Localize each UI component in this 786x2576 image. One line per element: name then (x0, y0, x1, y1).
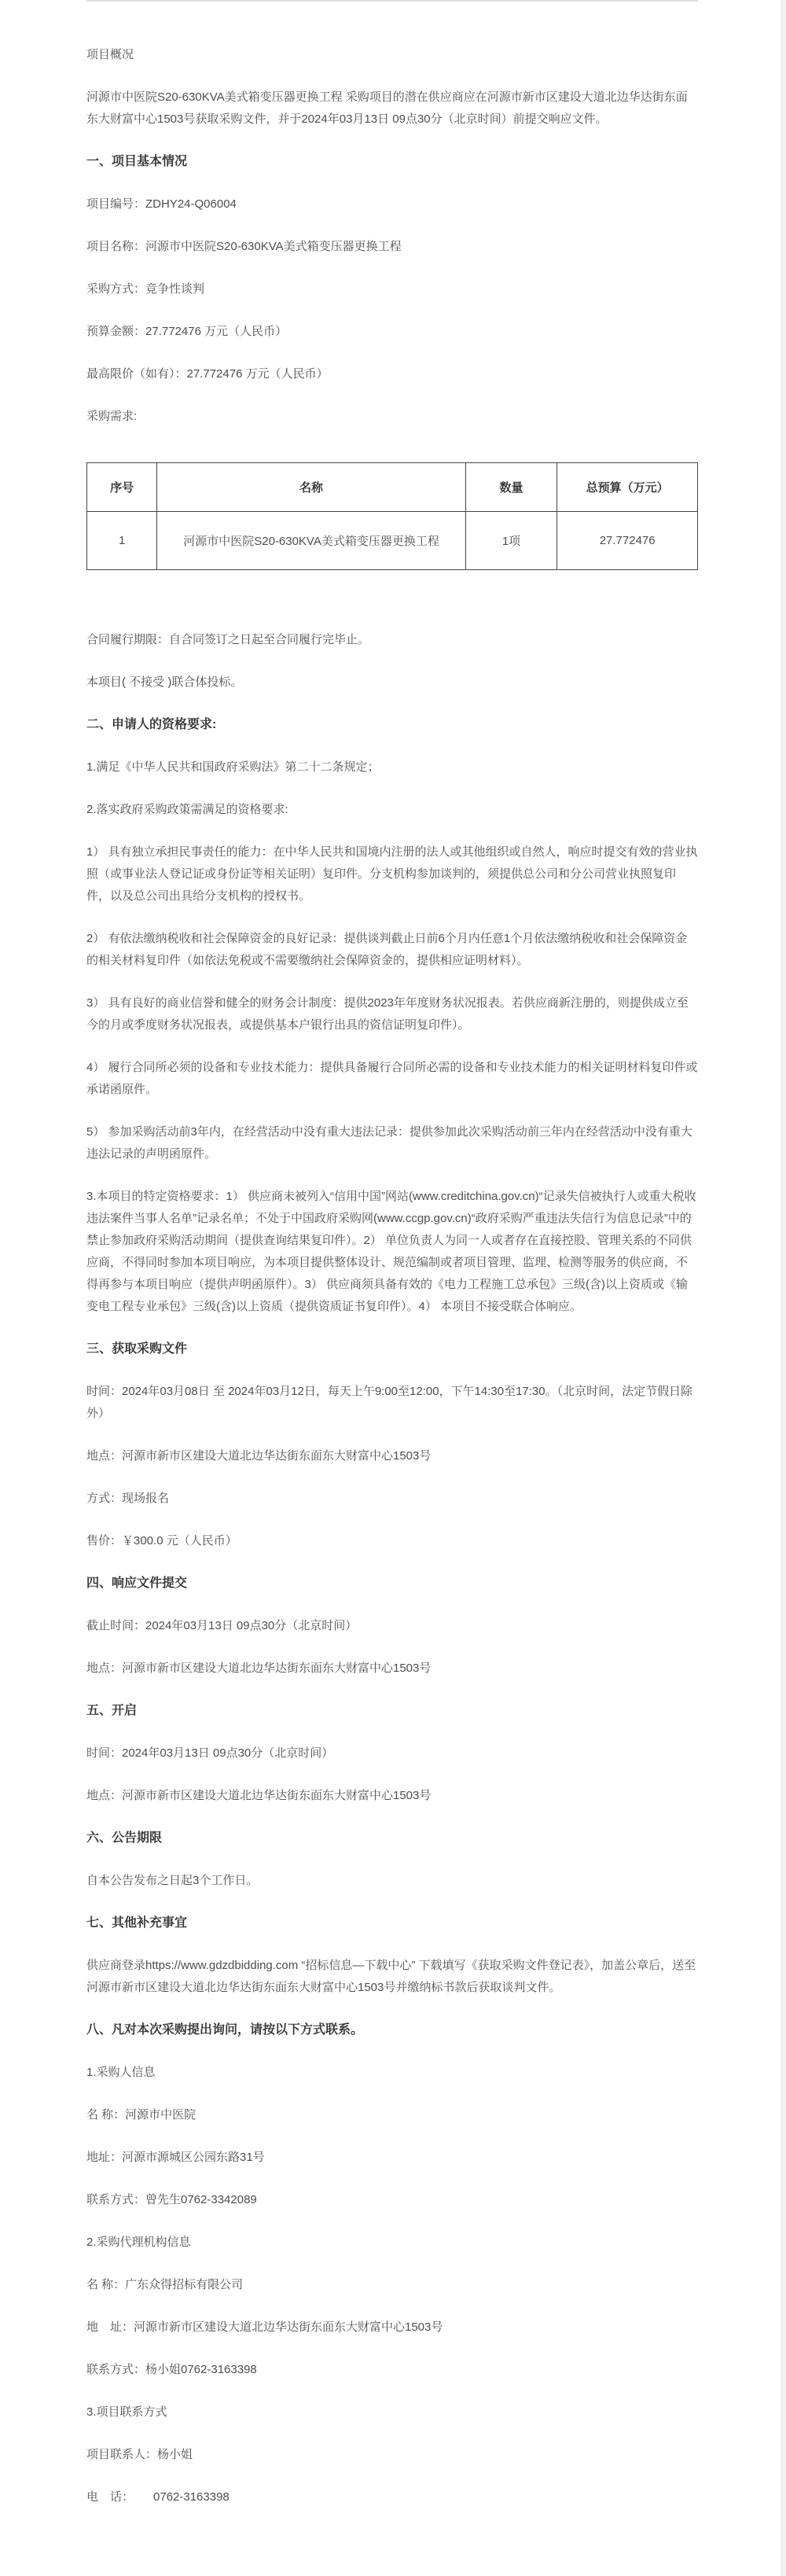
paragraph: 预算金额：27.772476 万元（人民币） (86, 325, 288, 338)
paragraph: 3.本项目的特定资格要求：1） 供应商未被列入“信用中国”网站(www.creditchina.gov.cn)“记录失信被执行人或重大税收违法案件当事人名单”记录名单；不处于中国政府采购网(www.ccgp.gov.cn)“政府采购严重违法失信行为信息记录”中的禁止参加政府采购活动期间（提供查询结果复印件）。2） 单位负责人为同一人或者存在直接控股、管理关系的不同供应商，不得同时参加本项目响应，为本项目提供整体设计、规范编制或者项目管理、监理、检测等服务的供应商，不得再参与本项目响应（提供声明函原件）。3） 供应商须具备有效的《电力工程施工总承包》三级(含)以上资质或《输变电工程专业承包》三级(含)以上资质（提供资质证书复印件）。4） 本项目不接受联合体响应。 (86, 1190, 696, 1313)
table-header-row (87, 463, 698, 512)
paragraph: 地点：河源市新市区建设大道北边华达街东面东大财富中心1503号 (86, 1449, 432, 1463)
paragraph: 自本公告发布之日起3个工作日。 (86, 1874, 259, 1887)
table-cell-name: 河源市中医院S20-630KVA美式箱变压器更换工程 (157, 512, 465, 570)
section-heading: 一、项目基本情况 (86, 155, 188, 168)
scrollbar-track[interactable] (780, 0, 786, 2576)
paragraph: 1.满足《中华人民共和国政府采购法》第二十二条规定； (86, 760, 380, 774)
paragraph: 河源市中医院S20-630KVA美式箱变压器更换工程 采购项目的潜在供应商应在河源市新市区建设大道北边华达街东面东大财富中心1503号获取采购文件，并于2024年03月13日 09点30分（北京时间）前提交响应文件。 (86, 90, 688, 126)
paragraph: 采购方式：竞争性谈判 (86, 282, 205, 296)
paragraph: 名 称：广东众得招标有限公司 (86, 2278, 244, 2291)
detail-section (86, 629, 698, 2508)
paragraph: 联系方式：曾先生0762-3342089 (86, 2193, 257, 2206)
paragraph: 4） 履行合同所必须的设备和专业技术能力：提供具备履行合同所必需的设备和专业技术能力的相关证明材料复印件或承诺函原件。 (86, 1061, 698, 1096)
paragraph: 地址：河源市源城区公园东路31号 (86, 2151, 265, 2164)
paragraph: 5） 参加采购活动前3年内，在经营活动中没有重大违法记录：提供参加此次采购活动前三年内在经营活动中没有重大违法记录的声明函原件。 (86, 1125, 692, 1161)
section-heading: 二、申请人的资格要求: (86, 718, 217, 731)
paragraph: 地点：河源市新市区建设大道北边华达街东面东大财富中心1503号 (86, 1662, 432, 1675)
notice-document (86, 0, 698, 2576)
paragraph: 截止时间：2024年03月13日 09点30分（北京时间） (86, 1619, 358, 1632)
paragraph: 项目名称：河源市中医院S20-630KVA美式箱变压器更换工程 (86, 240, 402, 253)
paragraph: 电 话： 0762-3163398 (86, 2490, 230, 2504)
table-header (87, 463, 698, 512)
paragraph: 本项目( 不接受 )联合体投标。 (86, 675, 243, 689)
table-cell-index: 1 (87, 512, 157, 570)
table-cell-budget: 27.772476 (557, 512, 698, 570)
table-header-cell: 数量 (465, 463, 557, 512)
section-heading: 八、凡对本次采购提出询问，请按以下方式联系。 (86, 2023, 364, 2037)
paragraph: 项目概况 (86, 48, 134, 61)
paragraph: 项目联系人：杨小姐 (86, 2448, 193, 2461)
paragraph: 最高限价（如有）：27.772476 万元（人民币） (86, 367, 329, 381)
table-header-cell: 总预算（万元） (557, 463, 698, 512)
paragraph: 名 称：河源市中医院 (86, 2108, 196, 2122)
table-header-cell: 名称 (157, 463, 465, 512)
procurement-items-table (86, 462, 698, 570)
paragraph: 3） 具有良好的商业信誉和健全的财务会计制度：提供2023年年度财务状况报表。若供应商新注册的，则提供成立至今的月或季度财务状况报表，或提供基本户银行出具的资信证明复印件）。 (86, 996, 689, 1032)
paragraph: 项目编号：ZDHY24-Q06004 (86, 197, 237, 211)
paragraph: 联系方式：杨小姐0762-3163398 (86, 2363, 257, 2376)
section-heading: 四、响应文件提交 (86, 1577, 188, 1590)
paragraph: 采购需求: (86, 410, 138, 423)
paragraph: 时间：2024年03月13日 09点30分（北京时间） (86, 1746, 334, 1760)
paragraph: 售价：￥300.0 元（人民币） (86, 1534, 237, 1547)
paragraph: 1） 具有独立承担民事责任的能力：在中华人民共和国境内注册的法人或其他组织或自然人，响应时提交有效的营业执照（或事业法人登记证或身份证等相关证明）复印件。分支机构参加谈判的，须提供总公司和分公司营业执照复印件，以及总公司出具给分支机构的授权书。 (86, 845, 698, 903)
paragraph: 地点：河源市新市区建设大道北边华达街东面东大财富中心1503号 (86, 1789, 432, 1802)
section-heading: 七、其他补充事宜 (86, 1916, 188, 1930)
paragraph: 时间：2024年03月08日 至 2024年03月12日，每天上午9:00至12:00，下午14:30至17:30。（北京时间，法定节假日除外） (86, 1385, 693, 1420)
paragraph: 2.采购代理机构信息 (86, 2236, 191, 2249)
table-row (87, 512, 698, 570)
paragraph: 1.采购人信息 (86, 2066, 156, 2079)
paragraph: 3.项目联系方式 (86, 2405, 167, 2419)
section-heading: 六、公告期限 (86, 1831, 163, 1845)
section-heading: 三、获取采购文件 (86, 1342, 188, 1356)
table-header-cell: 序号 (87, 463, 157, 512)
paragraph: 方式：现场报名 (86, 1492, 170, 1505)
paragraph: 2） 有依法缴纳税收和社会保障资金的良好记录：提供谈判截止日前6个月内任意1个月依法缴纳税收和社会保障资金的相关材料复印件（如依法免税或不需要缴纳社会保障资金的，提供相应证明材料）。 (86, 932, 688, 967)
paragraph: 合同履行期限：自合同签订之日起至合同履行完毕止。 (86, 633, 370, 646)
paragraph: 供应商登录https://www.gdzdbidding.com “招标信息—下载中心” 下载填写《获取采购文件登记表》，加盖公章后，送至河源市新市区建设大道北边华达街东面东大财富中心1503号并缴纳标书款后获取谈判文件。 (86, 1959, 696, 1994)
overview-section (86, 44, 698, 428)
table-cell-qty: 1项 (465, 512, 557, 570)
section-heading: 五、开启 (86, 1704, 138, 1717)
paragraph: 2.落实政府采购政策需满足的资格要求: (86, 803, 288, 816)
paragraph: 地 址：河源市新市区建设大道北边华达街东面东大财富中心1503号 (86, 2320, 443, 2334)
